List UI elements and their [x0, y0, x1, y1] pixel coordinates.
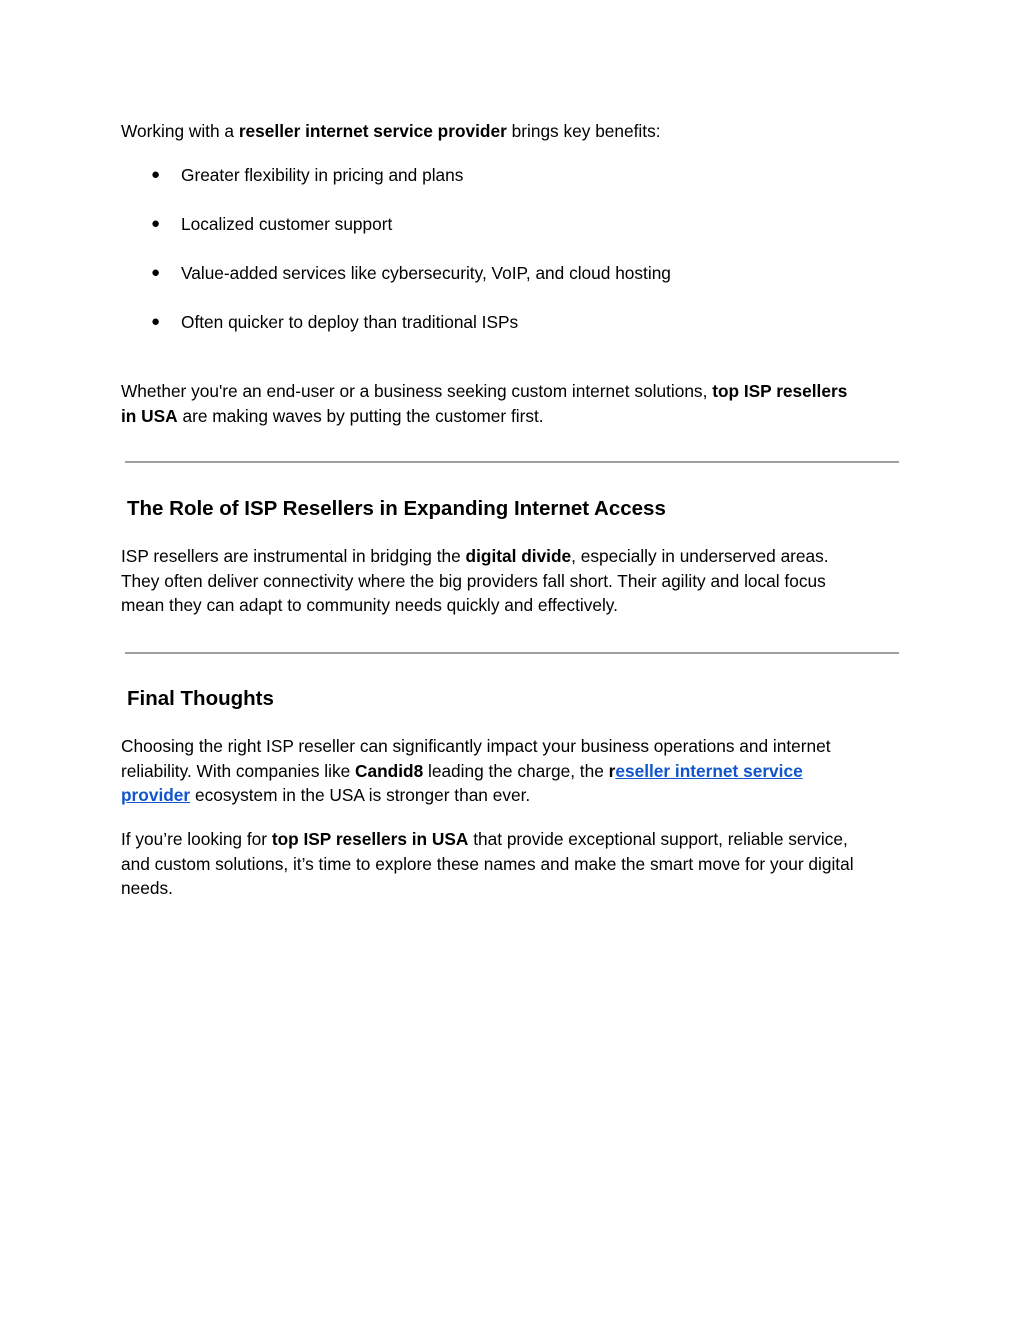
intro-text-before: Working with a: [121, 121, 239, 141]
intro-paragraph: [121, 119, 911, 144]
role-text-after: , especially in underserved areas.: [571, 546, 829, 566]
list-item: [150, 261, 671, 310]
final-p1-line1: Choosing the right ISP reseller can significantly impact your business operations and internet: [121, 736, 831, 756]
final-p2-line2: and custom solutions, it’s time to explore these names and make the smart move for your digital: [121, 853, 854, 874]
list-item-text: Often quicker to deploy than traditional ISPs: [181, 312, 519, 332]
bullet-icon: ●: [151, 166, 161, 183]
role-line3: mean they can adapt to community needs quickly and effectively.: [121, 595, 618, 615]
role-text-before: ISP resellers are instrumental in bridging the: [121, 546, 466, 566]
final-paragraph-2: [121, 827, 911, 901]
role-line2: They often deliver connectivity where the big providers fall short. Their agility and local focus: [121, 570, 826, 591]
summary-bold-line1: top ISP resellers: [712, 381, 848, 401]
benefits-list: [150, 163, 671, 359]
bullet-icon: ●: [151, 313, 161, 330]
list-item: [150, 212, 671, 261]
list-item-text: Greater flexibility in pricing and plans: [181, 165, 464, 185]
final-p2-text-after: that provide exceptional support, reliable service,: [468, 829, 848, 849]
section-heading-role: The Role of ISP Resellers in Expanding Internet Access: [127, 497, 666, 520]
section-divider: [125, 461, 899, 463]
intro-bold-term: reseller internet service provider: [238, 121, 507, 141]
summary-bold-line2: in USA: [121, 405, 178, 426]
intro-text-after: brings key benefits:: [506, 121, 661, 141]
final-p1-text-before: reliability. With companies like: [121, 760, 356, 781]
final-p1-text-after: ecosystem in the USA is stronger than ever.: [190, 785, 531, 805]
list-item: [150, 310, 671, 359]
section-divider: [125, 652, 899, 654]
summary-text-after: are making waves by putting the customer first.: [177, 405, 544, 426]
summary-paragraph: [121, 379, 911, 428]
link-text-line2: provider: [121, 785, 191, 805]
final-p2-line3: needs.: [121, 878, 173, 898]
final-p1-text-mid: leading the charge, the: [423, 760, 609, 781]
final-p2-bold-term: top ISP resellers in USA: [271, 829, 469, 849]
role-paragraph: [121, 544, 911, 618]
role-bold-term: digital divide: [465, 546, 572, 566]
link-text-line1: eseller internet service: [615, 760, 803, 781]
section-heading-final: Final Thoughts: [127, 687, 274, 710]
summary-text-before: Whether you're an end-user or a business seeking custom internet solutions,: [121, 381, 713, 401]
bullet-icon: ●: [151, 264, 161, 281]
final-paragraph-1: [121, 734, 911, 808]
list-item-text: Localized customer support: [181, 214, 393, 234]
final-p2-text-before: If you’re looking for: [121, 829, 272, 849]
list-item-text: Value-added services like cybersecurity, VoIP, and cloud hosting: [181, 263, 671, 283]
bullet-icon: ●: [151, 215, 161, 232]
company-name: Candid8: [355, 760, 424, 781]
list-item: [150, 163, 671, 212]
final-p1-bold-r: r: [608, 760, 616, 781]
